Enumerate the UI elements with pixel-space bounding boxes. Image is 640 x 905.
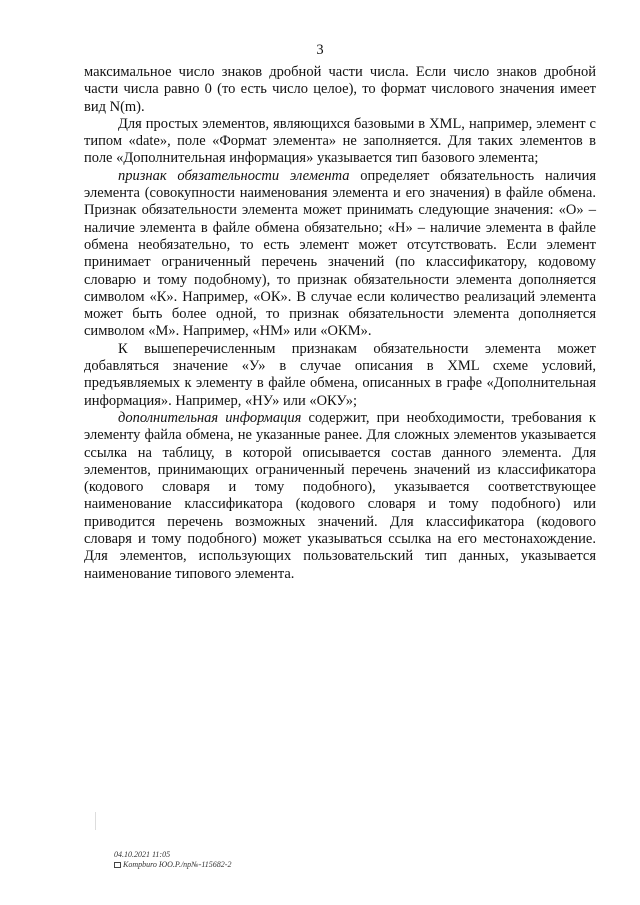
- paragraph-2-text: Для простых элементов, являющихся базовыми в XML, например, элемент с типом «date», поле «Формат элемента» не заполняется. Для таких элементов в поле «Дополнительная информация» указывается тип базового элемента;: [84, 115, 596, 167]
- footer-stamp: [114, 850, 231, 870]
- margin-mark: [95, 812, 96, 830]
- footer-reference: [114, 860, 231, 870]
- paragraph-1-text: максимальное число знаков дробной части числа. Если число знаков дробной части числа равно 0 (то есть число целое), то формат числового значения имеет вид N(m).: [84, 64, 596, 115]
- footer-reference-text: Kompburo ЮО.Р./пр№-115682-2: [123, 860, 232, 869]
- document-body: [84, 64, 596, 583]
- paragraph-2: [84, 116, 596, 168]
- paragraph-4: [84, 341, 596, 410]
- page-number: 3: [316, 42, 324, 58]
- paragraph-1: [84, 64, 596, 116]
- paragraph-5-term: дополнительная информация: [118, 409, 302, 426]
- document-icon: [114, 862, 121, 868]
- paragraph-3: [84, 168, 596, 341]
- paragraph-5-text: содержит, при необходимости, требования к элементу файла обмена, не указанные ранее. Для сложных элементов указывается ссылка на таблицу, в которой описывается состав данного элемента. Для элементов, принимающих ограниченный перечень значений из классификатора (кодового словаря и тому подобного), указывается соответствующее наименование классификатора (кодового словаря и тому подобного) или приводится перечень возможных значений. Для классификатора (кодового словаря и тому подобного) может указываться ссылка на его местонахождение. Для элементов, использующих пользовательский тип данных, указывается наименование типового элемента.: [84, 409, 596, 582]
- paragraph-3-term: признак обязательности элемента: [118, 167, 350, 184]
- paragraph-3-text: определяет обязательность наличия элемента (совокупности наименования элемента и его значения) в файле обмена. Признак обязательности элемента может принимать следующие значения: «О» – наличие элемента в файле обмена обязательно; «Н» – наличие элемента в файле обмена необязательно, то есть элемент может отсутствовать. Если элемент принимает ограниченный перечень значений (по классификатору, кодовому словарю и тому подобному), то признак обязательности элемента дополняется символом «К». Например, «ОК». В случае если количество реализаций элемента может быть более одной, то признак обязательности элемента дополняется символом «М». Например, «НМ» или «ОКМ».: [84, 167, 596, 340]
- paragraph-5: [84, 410, 596, 583]
- paragraph-4-text: К вышеперечисленным признакам обязательности элемента может добавляться значение «У» в случае описания в XML схеме условий, предъявляемых к элементу в файле обмена, описанных в графе «Дополнительная информация». Например, «НУ» или «ОКУ»;: [84, 340, 596, 409]
- footer-timestamp: 04.10.2021 11:05: [114, 850, 171, 859]
